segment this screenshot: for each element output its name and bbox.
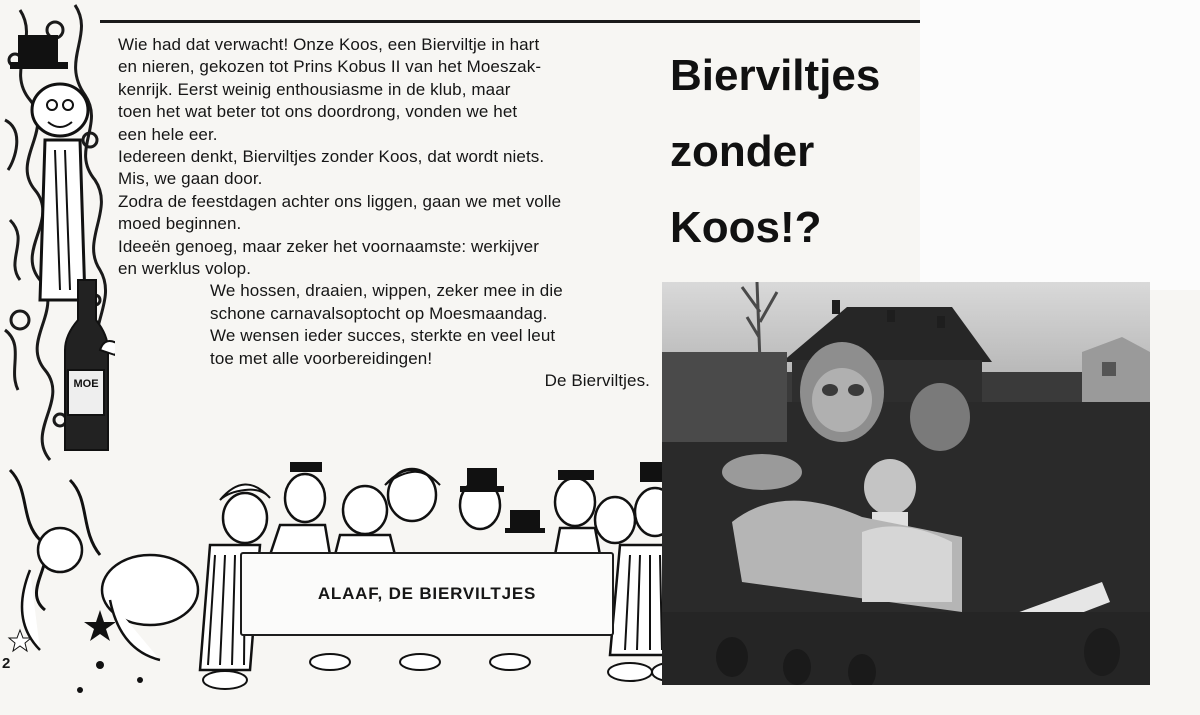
article-line: een hele eer. [118,124,218,144]
article-line: We hossen, draaien, wippen, zeker mee in die [210,281,563,301]
article-line: Zodra de feestdagen achter ons liggen, gaan we met volle [118,191,562,211]
article-body [118,34,658,393]
article-line: moed beginnen. [118,214,242,234]
article-line: Wie had dat verwacht! Onze Koos, een Bierviltje in hart [118,35,540,54]
article-line: Iedereen denkt, Bierviltjes zonder Koos, dat wordt niets. [118,147,545,167]
carnival-float-photo [662,282,1150,685]
article-line: kenrijk. Eerst weinig enthousiasme in de klub, maar [118,79,511,99]
article-line: en werklus volop. [118,259,252,279]
headline-line: Bierviltjes [670,51,881,100]
article-line: toen het wat beter tot ons doordrong, vonden we het [118,102,518,122]
alaaf-banner [240,552,614,636]
page-number: 2 [2,655,11,672]
headline [670,38,930,266]
article-line: toe met alle voorbereidingen! [210,348,433,368]
headline-line: Koos!? [670,203,822,252]
headline-line: zonder [670,127,815,176]
banner-text: ALAAF, DE BIERVILTJES [317,584,537,603]
top-rule [100,20,920,23]
article-line: Ideeën genoeg, maar zeker het voornaamste: werkijver [118,236,539,256]
article-signature: De Bierviltjes. [544,371,650,391]
article-line: schone carnavalsoptocht op Moesmaandag. [210,303,548,323]
article-line: Mis, we gaan door. [118,169,263,189]
article-line: en nieren, gekozen tot Prins Kobus II van het Moeszak- [118,57,542,77]
article-line: We wensen ieder succes, sterkte en veel leut [210,326,556,346]
blank-margin [920,0,1200,290]
bottle-label: MOE [73,378,99,390]
